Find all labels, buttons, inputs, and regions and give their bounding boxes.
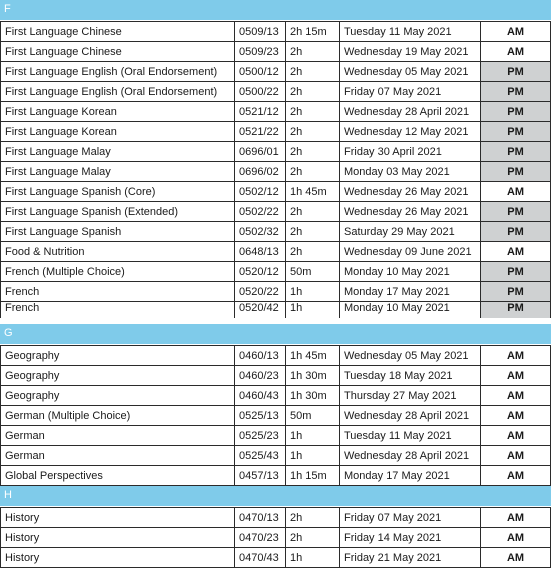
subject-cell: First Language Spanish (1, 222, 235, 242)
code-cell: 0520/12 (235, 262, 286, 282)
subject-cell: First Language Korean (1, 102, 235, 122)
duration-cell: 1h (286, 548, 340, 568)
date-cell: Tuesday 18 May 2021 (340, 366, 481, 386)
table-row (1, 282, 551, 302)
duration-cell: 1h (286, 446, 340, 466)
session-cell: PM (481, 202, 551, 222)
date-cell: Friday 07 May 2021 (340, 508, 481, 528)
table-row (1, 102, 551, 122)
date-cell: Wednesday 05 May 2021 (340, 62, 481, 82)
code-cell: 0470/13 (235, 508, 286, 528)
date-cell: Friday 30 April 2021 (340, 142, 481, 162)
session-cell: AM (481, 548, 551, 568)
duration-cell: 2h (286, 508, 340, 528)
subject-cell: German (1, 446, 235, 466)
table-row (1, 366, 551, 386)
date-cell: Wednesday 26 May 2021 (340, 182, 481, 202)
section-letter: F (4, 3, 11, 15)
session-cell: AM (481, 406, 551, 426)
table-row (1, 386, 551, 406)
session-cell: PM (481, 302, 551, 319)
session-cell: AM (481, 242, 551, 262)
code-cell: 0521/22 (235, 122, 286, 142)
duration-cell: 2h (286, 82, 340, 102)
subject-cell: Geography (1, 366, 235, 386)
duration-cell: 2h (286, 142, 340, 162)
code-cell: 0502/12 (235, 182, 286, 202)
duration-cell: 2h (286, 242, 340, 262)
code-cell: 0470/23 (235, 528, 286, 548)
code-cell: 0520/42 (235, 302, 286, 319)
subject-cell: History (1, 548, 235, 568)
duration-cell: 2h (286, 202, 340, 222)
table-row (1, 202, 551, 222)
code-cell: 0525/23 (235, 426, 286, 446)
code-cell: 0521/12 (235, 102, 286, 122)
subject-cell: Food & Nutrition (1, 242, 235, 262)
session-cell: AM (481, 446, 551, 466)
subject-cell: History (1, 508, 235, 528)
table-row (1, 62, 551, 82)
duration-cell: 1h 30m (286, 366, 340, 386)
subject-cell: French (Multiple Choice) (1, 262, 235, 282)
date-cell: Monday 03 May 2021 (340, 162, 481, 182)
table-row (1, 302, 551, 319)
table-row (1, 446, 551, 466)
session-cell: PM (481, 122, 551, 142)
date-cell: Friday 21 May 2021 (340, 548, 481, 568)
session-cell: PM (481, 62, 551, 82)
table-row (1, 162, 551, 182)
table-row (1, 466, 551, 486)
code-cell: 0525/43 (235, 446, 286, 466)
subject-cell: First Language Spanish (Core) (1, 182, 235, 202)
duration-cell: 2h (286, 62, 340, 82)
date-cell: Wednesday 28 April 2021 (340, 446, 481, 466)
section-letter: H (4, 489, 12, 501)
session-cell: AM (481, 466, 551, 486)
session-cell: AM (481, 42, 551, 62)
code-cell: 0460/13 (235, 346, 286, 366)
date-cell: Monday 17 May 2021 (340, 282, 481, 302)
subject-cell: First Language Chinese (1, 22, 235, 42)
session-cell: AM (481, 182, 551, 202)
date-cell: Wednesday 09 June 2021 (340, 242, 481, 262)
date-cell: Tuesday 11 May 2021 (340, 426, 481, 446)
table-row (1, 548, 551, 568)
duration-cell: 1h 30m (286, 386, 340, 406)
table-row (1, 346, 551, 366)
duration-cell: 2h (286, 162, 340, 182)
session-cell: AM (481, 508, 551, 528)
subject-cell: First Language Chinese (1, 42, 235, 62)
section-header-f (0, 0, 551, 21)
session-cell: AM (481, 366, 551, 386)
table-row (1, 242, 551, 262)
date-cell: Monday 17 May 2021 (340, 466, 481, 486)
table-row (1, 82, 551, 102)
subject-cell: French (1, 282, 235, 302)
session-cell: AM (481, 346, 551, 366)
duration-cell: 2h 15m (286, 22, 340, 42)
code-cell: 0525/13 (235, 406, 286, 426)
code-cell: 0696/02 (235, 162, 286, 182)
session-cell: AM (481, 22, 551, 42)
duration-cell: 1h (286, 426, 340, 446)
session-cell: PM (481, 82, 551, 102)
duration-cell: 2h (286, 102, 340, 122)
subject-cell: First Language English (Oral Endorsement) (1, 82, 235, 102)
duration-cell: 1h 45m (286, 346, 340, 366)
table-row (1, 528, 551, 548)
table-row (1, 122, 551, 142)
code-cell: 0502/22 (235, 202, 286, 222)
duration-cell: 1h (286, 302, 340, 319)
subject-cell: German (1, 426, 235, 446)
subject-cell: First Language Korean (1, 122, 235, 142)
session-cell: PM (481, 282, 551, 302)
code-cell: 0509/13 (235, 22, 286, 42)
session-cell: AM (481, 528, 551, 548)
table-row (1, 406, 551, 426)
date-cell: Friday 14 May 2021 (340, 528, 481, 548)
table-row (1, 142, 551, 162)
date-cell: Saturday 29 May 2021 (340, 222, 481, 242)
section-table-g (0, 345, 551, 486)
session-cell: PM (481, 222, 551, 242)
code-cell: 0509/23 (235, 42, 286, 62)
subject-cell: History (1, 528, 235, 548)
session-cell: PM (481, 262, 551, 282)
code-cell: 0648/13 (235, 242, 286, 262)
date-cell: Monday 10 May 2021 (340, 262, 481, 282)
table-row (1, 42, 551, 62)
subject-cell: Geography (1, 386, 235, 406)
duration-cell: 50m (286, 262, 340, 282)
section-letter: G (4, 327, 13, 339)
table-row (1, 222, 551, 242)
date-cell: Wednesday 05 May 2021 (340, 346, 481, 366)
date-cell: Wednesday 12 May 2021 (340, 122, 481, 142)
duration-cell: 2h (286, 42, 340, 62)
section-table-h (0, 507, 551, 568)
date-cell: Wednesday 26 May 2021 (340, 202, 481, 222)
table-row (1, 262, 551, 282)
section-header-h (0, 486, 551, 507)
subject-cell: First Language Spanish (Extended) (1, 202, 235, 222)
duration-cell: 50m (286, 406, 340, 426)
duration-cell: 1h 45m (286, 182, 340, 202)
subject-cell: Geography (1, 346, 235, 366)
code-cell: 0520/22 (235, 282, 286, 302)
subject-cell: Global Perspectives (1, 466, 235, 486)
date-cell: Friday 07 May 2021 (340, 82, 481, 102)
code-cell: 0502/32 (235, 222, 286, 242)
duration-cell: 2h (286, 222, 340, 242)
date-cell: Monday 10 May 2021 (340, 302, 481, 319)
code-cell: 0470/43 (235, 548, 286, 568)
session-cell: PM (481, 102, 551, 122)
session-cell: AM (481, 426, 551, 446)
table-row (1, 182, 551, 202)
table-row (1, 508, 551, 528)
date-cell: Wednesday 28 April 2021 (340, 406, 481, 426)
subject-cell: First Language English (Oral Endorsement) (1, 62, 235, 82)
code-cell: 0460/43 (235, 386, 286, 406)
subject-cell: First Language Malay (1, 142, 235, 162)
session-cell: PM (481, 142, 551, 162)
session-cell: AM (481, 386, 551, 406)
date-cell: Wednesday 28 April 2021 (340, 102, 481, 122)
date-cell: Wednesday 19 May 2021 (340, 42, 481, 62)
subject-cell: First Language Malay (1, 162, 235, 182)
duration-cell: 2h (286, 122, 340, 142)
duration-cell: 1h (286, 282, 340, 302)
subject-cell: French (1, 302, 235, 319)
code-cell: 0460/23 (235, 366, 286, 386)
subject-cell: German (Multiple Choice) (1, 406, 235, 426)
duration-cell: 2h (286, 528, 340, 548)
section-table-f (0, 21, 551, 318)
duration-cell: 1h 15m (286, 466, 340, 486)
date-cell: Thursday 27 May 2021 (340, 386, 481, 406)
code-cell: 0500/22 (235, 82, 286, 102)
code-cell: 0457/13 (235, 466, 286, 486)
session-cell: PM (481, 162, 551, 182)
table-row (1, 22, 551, 42)
code-cell: 0696/01 (235, 142, 286, 162)
code-cell: 0500/12 (235, 62, 286, 82)
date-cell: Tuesday 11 May 2021 (340, 22, 481, 42)
section-header-g (0, 324, 551, 345)
table-row (1, 426, 551, 446)
